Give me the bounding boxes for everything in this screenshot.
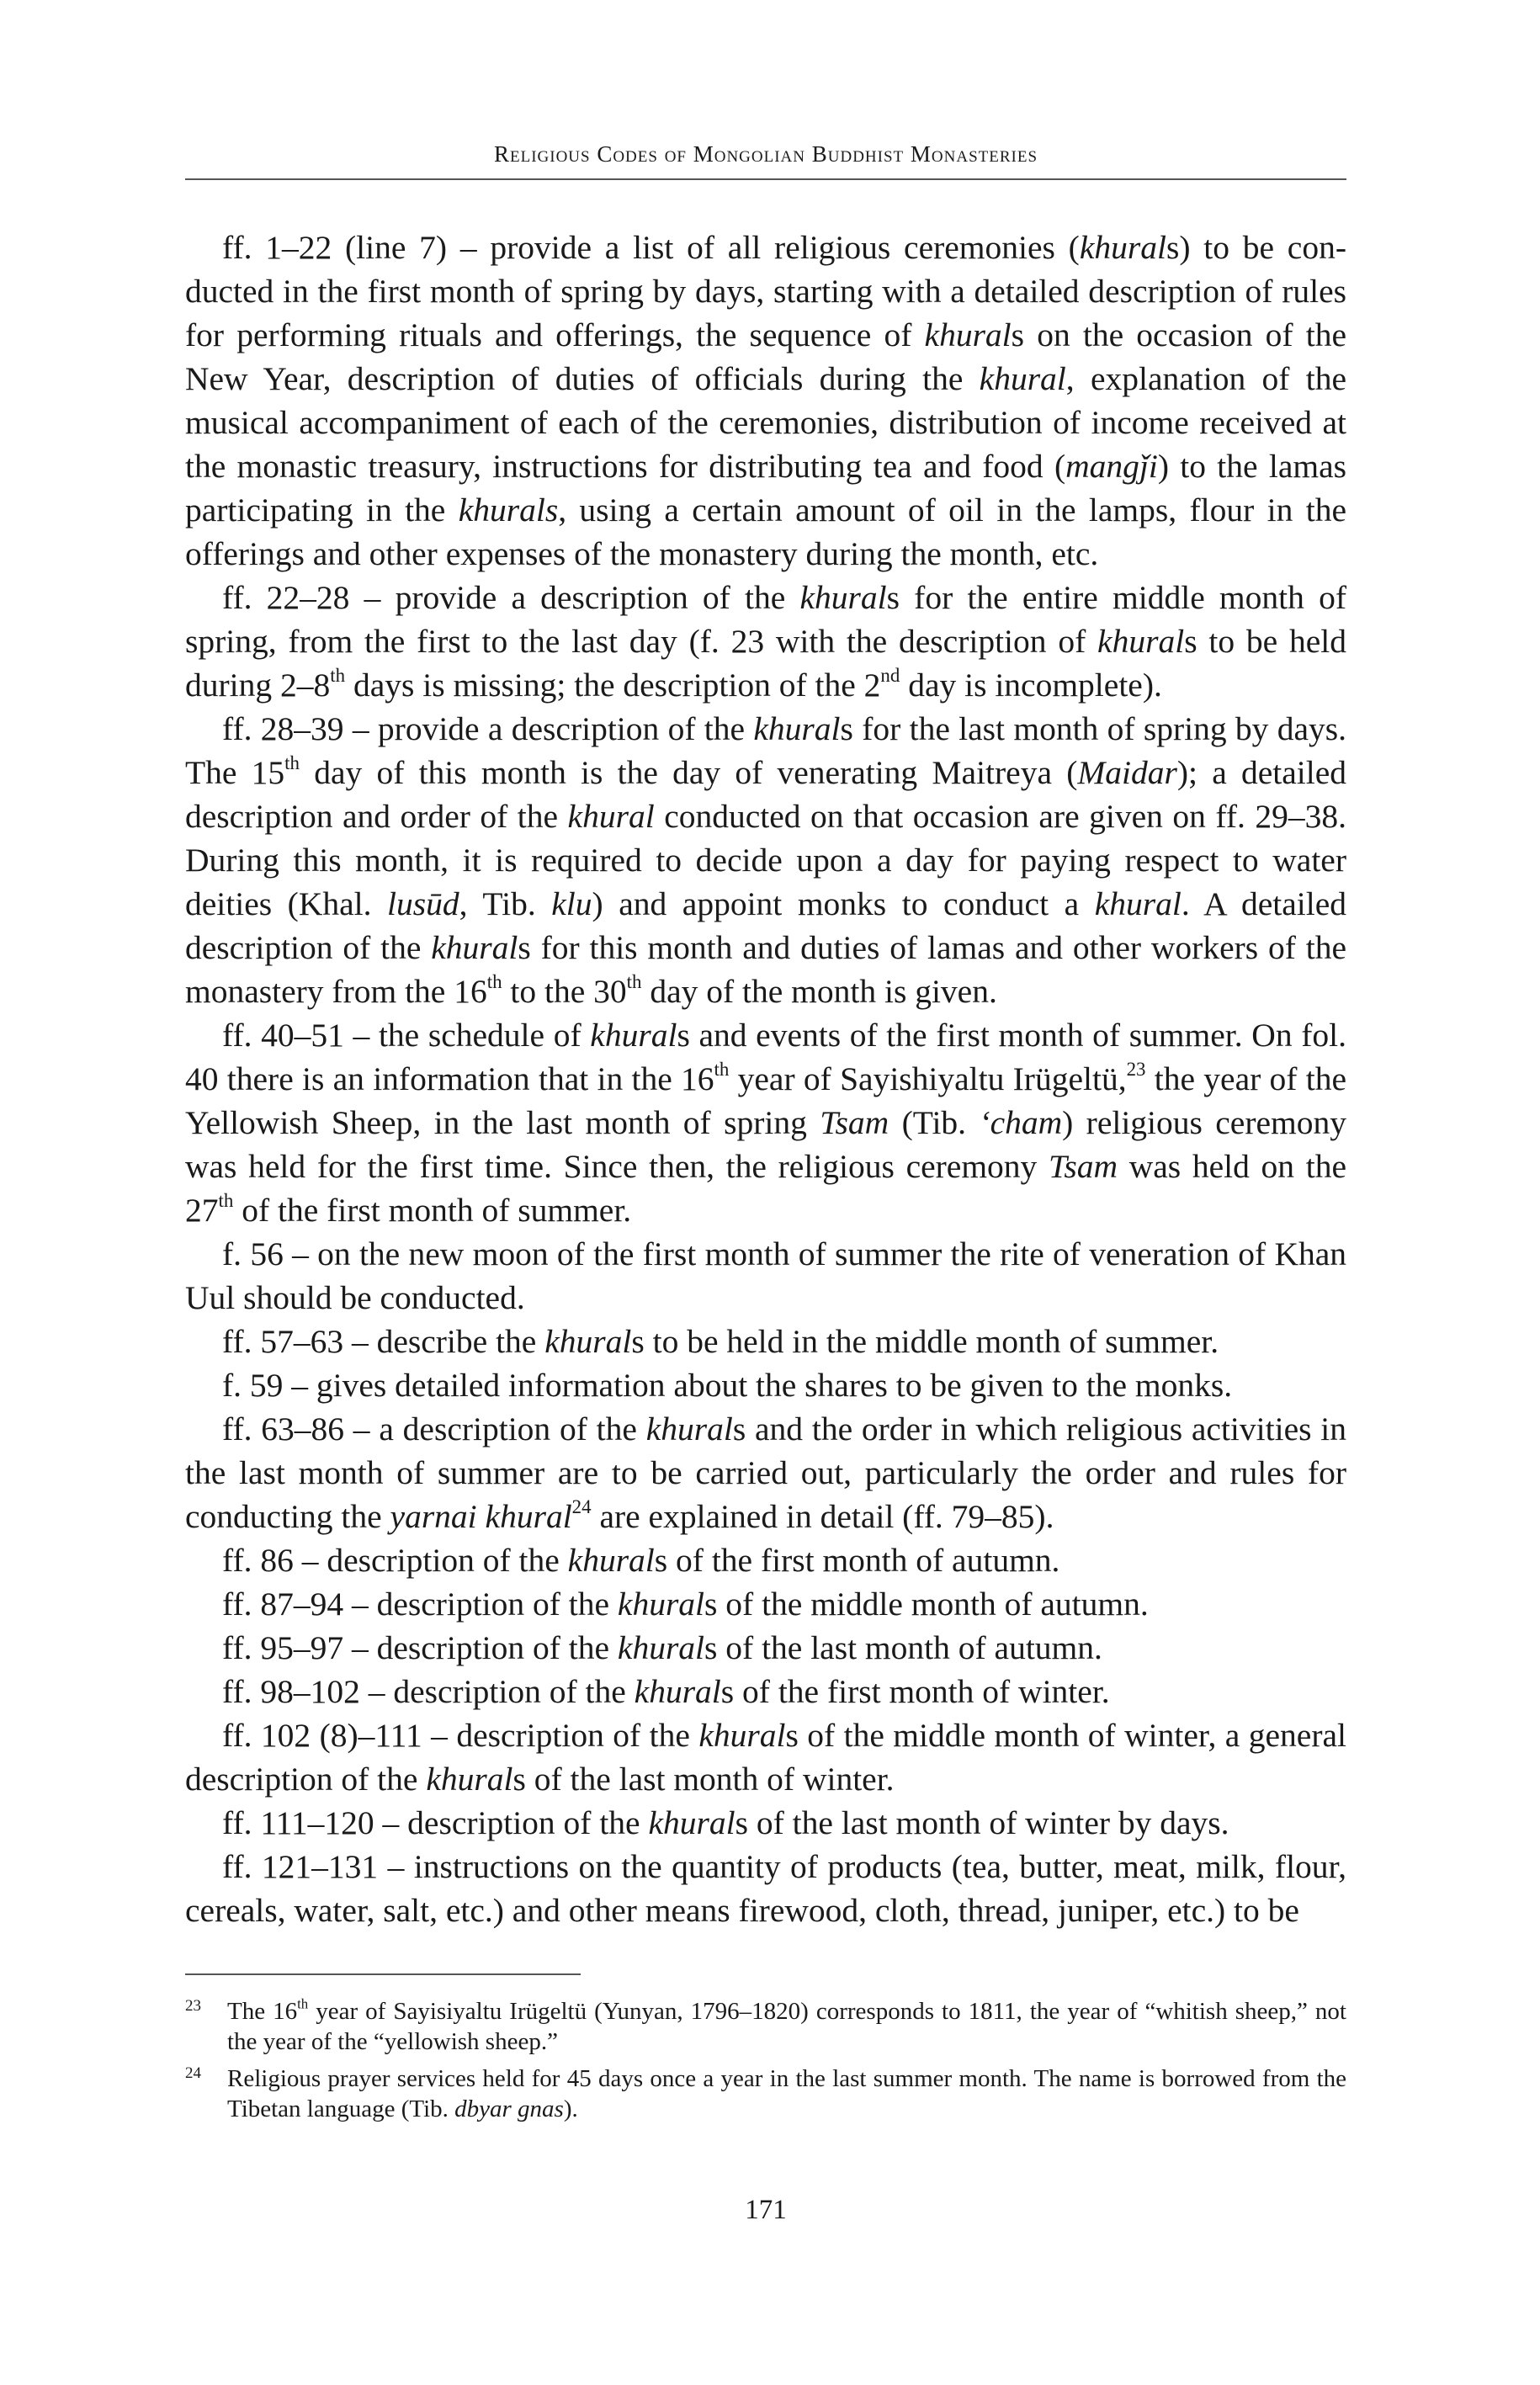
footnote [185,2064,1346,2124]
text-run: ff. 63–86 – a description of the [222,1410,646,1447]
superscript: th [330,664,346,686]
text-run: s and events of the first month of summer. On fol. 40 there is an information that in the 16 [185,1017,1346,1097]
text-run: ff. 98–102 – description of the [222,1673,635,1710]
italic-term: dbyar gnas [454,2096,564,2122]
text-run: s of the middle month of autumn. [704,1586,1149,1623]
italic-term: khural [617,1586,705,1623]
italic-term: khural [979,360,1066,397]
italic-term: lusūd [387,885,459,922]
text-run: s for the last month of spring by days. The 15 [185,710,1346,791]
italic-term: Tsam [1049,1148,1118,1185]
text-run: to the 30 [502,973,627,1010]
text-run: s and the order in which religious activities in the last month of summer are to be carried out, particularly the order and rules for conducting the [185,1410,1346,1535]
footnote-number: 23 [185,1997,201,2015]
text-run: are explained in detail (ff. 79–85). [591,1498,1054,1535]
text-run: ff. 40–51 – the schedule of [222,1017,591,1054]
italic-term: khurals [458,491,559,529]
italic-term: Maidar [1077,754,1177,791]
text-run: s to be held in the middle month of summer. [631,1323,1219,1360]
text-run: ff. 1–22 (line 7) – provide a list of all religious ceremonies ( [222,229,1080,266]
paragraph [185,1626,1346,1670]
italic-term: mangǰi [1065,448,1158,485]
text-run: f. 59 – gives detailed information about the shares to be given to the monks. [222,1367,1233,1404]
text-run: s) to be conducted in the first month of spring by days, starting with a detailed description of rules for performing rituals and offerings, the sequence of [185,229,1346,353]
text-run: Religious prayer services held for 45 days once a year in the last summer month. The name is borrowed from the Tibetan language (Tib. [227,2065,1346,2122]
italic-term: khural [1094,885,1182,922]
text-run: s of the first month of winter. [720,1673,1110,1710]
text-run: ) to the lamas participating in the [185,448,1346,529]
text-run: s for this month and duties of lamas and other workers of the monastery from the 16 [185,929,1346,1010]
text-run: conducted on that occasion are given on ff. 29–38. During this month, it is required to decide upon a day for paying respect to water deities (Khal. [185,798,1346,922]
italic-term: ‘cham [979,1104,1063,1141]
paragraph [185,1013,1346,1232]
footnote-divider [185,1973,581,1975]
italic-term: khural [648,1804,735,1841]
paragraph [185,1801,1346,1845]
text-run: ff. 57–63 – describe the [222,1323,545,1360]
italic-term: khural [567,798,655,835]
superscript: 23 [1126,1058,1146,1080]
text-run: day is incomplete). [900,667,1162,704]
superscript: th [297,1995,309,2012]
superscript: 24 [571,1495,592,1517]
text-run: (Tib. [889,1104,980,1141]
page-number: 171 [745,2195,787,2225]
italic-term: klu [551,885,592,922]
text-run: the year of the Yellowish Sheep, in the last month of spring [185,1060,1346,1141]
text-run: day of the month is given. [641,973,997,1010]
text-run: s of the last month of winter. [512,1761,895,1798]
paragraph [185,1713,1346,1801]
text-run: ff. 87–94 – description of the [222,1586,618,1623]
text-run: ff. 102 (8)–111 – description of the [222,1717,699,1754]
superscript: nd [880,664,900,686]
paragraph [185,226,1346,576]
body-text [185,226,1346,1932]
italic-term: khural [544,1323,632,1360]
text-run: ); a detailed description and order of the [185,754,1346,835]
footnote [185,1996,1346,2057]
paragraph [185,1363,1346,1407]
text-run: year of Sayishiyaltu Irügeltü, [729,1060,1127,1097]
paragraph [185,1582,1346,1626]
text-run: s for the entire middle month of spring, from the first to the last day (f. 23 with the description of [185,579,1346,660]
italic-term: khural [634,1673,721,1710]
text-run: . A detailed description of the [185,885,1346,966]
text-run: was held on the 27 [185,1148,1346,1229]
text-run: s on the occasion of the New Year, description of duties of officials during the [185,316,1346,397]
paragraph [185,1538,1346,1582]
text-run: of the first month of summer. [233,1192,632,1229]
paragraph [185,1845,1346,1932]
text-run: s of the last month of winter by days. [735,1804,1229,1841]
superscript: th [218,1189,234,1211]
paragraph [185,576,1346,707]
text-run: ) religious ceremony was held for the first time. Since then, the religious ceremony [185,1104,1346,1185]
italic-term: khural [698,1717,786,1754]
italic-term: khural [426,1761,513,1798]
footnote-number: 24 [185,2064,201,2082]
text-run: year of Sayisiyaltu Irügeltü (Yunyan, 1796–1820) corresponds to 1811, the year of “whitish sheep,” not the year of the “yellowish sheep.” [227,1998,1346,2055]
italic-term: khural [617,1629,705,1666]
running-header: Religious Codes of Mongolian Buddhist Monasteries [493,141,1038,167]
header-divider [185,178,1346,180]
text-run: ff. 95–97 – description of the [222,1629,618,1666]
paragraph [185,1320,1346,1363]
superscript: th [284,752,300,773]
text-run: days is missing; the description of the 2 [345,667,881,704]
italic-term: khural [1097,623,1185,660]
italic-term: Tsam [820,1104,889,1141]
paragraph [185,707,1346,1013]
text-run: , Tib. [459,885,552,922]
italic-term: khural [590,1017,677,1054]
superscript: th [626,970,642,992]
text-run: s of the middle month of winter, a general description of the [185,1717,1346,1798]
superscript: th [486,970,502,992]
text-run: ). [563,2096,578,2122]
text-run: , using a certain amount of oil in the lamps, flour in the offerings and other expenses of the monastery during the month, etc. [185,491,1346,572]
italic-term: khural [753,710,841,747]
italic-term: yarnai khural [390,1498,572,1535]
italic-term: khural [924,316,1012,353]
text-run: ff. 111–120 – description of the [222,1804,649,1841]
text-run: ) and appoint monks to conduct a [592,885,1095,922]
italic-term: khural [1079,229,1166,266]
footnotes [185,1996,1346,2131]
text-run: ff. 121–131 – instructions on the quantity of products (tea, butter, meat, milk, flour, cereals, water, salt, etc.) and other means firewood, cloth, thread, juniper, etc.) to be [185,1848,1346,1929]
superscript: th [714,1058,730,1080]
italic-term: khural [431,929,518,966]
text-run: ff. 28–39 – provide a description of the [222,710,754,747]
italic-term: khural [645,1410,733,1447]
paragraph [185,1407,1346,1538]
text-run: The 16 [227,1998,298,2025]
paragraph [185,1670,1346,1713]
text-run: s to be held during 2–8 [185,623,1346,704]
paragraph [185,1232,1346,1320]
italic-term: khural [567,1542,655,1579]
text-run: s of the first month of autumn. [654,1542,1060,1579]
text-run: ff. 86 – description of the [222,1542,568,1579]
text-run: f. 56 – on the new moon of the first month of summer the rite of veneration of Khan Uul should be conducted. [185,1235,1346,1316]
italic-term: khural [799,579,887,616]
text-run: , explanation of the musical accompaniment of each of the ceremonies, distribution of income received at the monastic treasury, instructions for distributing tea and food ( [185,360,1346,485]
text-run: ff. 22–28 – provide a description of the [222,579,800,616]
text-run: s of the last month of autumn. [704,1629,1102,1666]
text-run: day of this month is the day of venerating Maitreya ( [299,754,1078,791]
